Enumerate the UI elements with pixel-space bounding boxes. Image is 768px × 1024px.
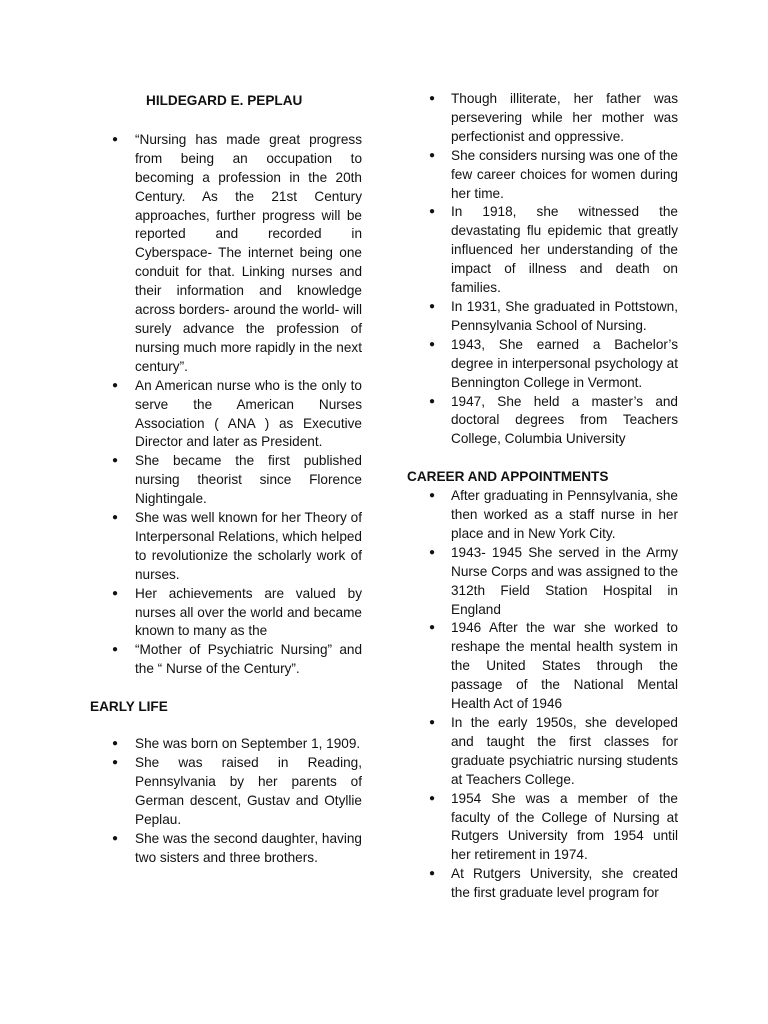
early-life-list (90, 735, 362, 867)
intro-list (90, 131, 362, 679)
early-life-list-continued (407, 90, 678, 449)
list-item: ● An American nurse who is the only to serve the American Nurses Association ( ANA ) as Executive Director and later as President. (90, 377, 362, 453)
list-item: ● In 1918, she witnessed the devastating flu epidemic that greatly influenced her understanding of the impact of illness and death on families. (407, 203, 678, 298)
list-item: ● She was raised in Reading, Pennsylvania by her parents of German descent, Gustav and Otyllie Peplau. (90, 754, 362, 830)
list-item: ● She was the second daughter, having two sisters and three brothers. (90, 830, 362, 868)
list-item: ● In 1931, She graduated in Pottstown, Pennsylvania School of Nursing. (407, 298, 678, 336)
spacer (407, 449, 678, 468)
list-item: ● After graduating in Pennsylvania, she then worked as a staff nurse in her place and in New York City. (407, 487, 678, 544)
career-list (407, 487, 678, 903)
list-item: ● 1947, She held a master’s and doctoral degrees from Teachers College, Columbia University (407, 393, 678, 450)
list-item: ● Though illiterate, her father was persevering while her mother was perfectionist and oppressive. (407, 90, 678, 147)
page-title: HILDEGARD E. PEPLAU (146, 93, 303, 108)
left-column (90, 90, 362, 867)
list-item: ● She considers nursing was one of the few career choices for women during her time. (407, 147, 678, 204)
list-item: ● “Mother of Psychiatric Nursing” and the “ Nurse of the Century”. (90, 641, 362, 679)
right-column (407, 90, 678, 903)
section-heading-career: CAREER AND APPOINTMENTS (407, 469, 609, 485)
spacer (90, 679, 362, 698)
list-item: ● 1954 She was a member of the faculty of the College of Nursing at Rutgers University from 1954 until her retirement in 1974. (407, 790, 678, 866)
list-item: ● She was born on September 1, 1909. (90, 735, 362, 754)
list-item: ● 1946 After the war she worked to reshape the mental health system in the United States through the passage of the National Mental Health Act of 1946 (407, 619, 678, 714)
list-item: ● “Nursing has made great progress from being an occupation to becoming a profession in the 20th Century. As the 21st Century approaches, further progress will be reported and recorded in Cyberspace- The internet being one conduit for that. Linking nurses and their information and knowledge across borders- around the world- will surely advance the profession of nursing much more rapidly in the next century”. (90, 131, 362, 377)
list-item: ● In the early 1950s, she developed and taught the first classes for graduate psychiatric nursing students at Teachers College. (407, 714, 678, 790)
spacer (90, 717, 362, 735)
section-heading-early-life: EARLY LIFE (90, 699, 168, 715)
list-item: ● She was well known for her Theory of Interpersonal Relations, which helped to revolutionize the scholarly work of nurses. (90, 509, 362, 585)
list-item: ● She became the first published nursing theorist since Florence Nightingale. (90, 452, 362, 509)
list-item: ● At Rutgers University, she created the first graduate level program for (407, 865, 678, 903)
list-item: ● 1943- 1945 She served in the Army Nurse Corps and was assigned to the 312th Field Station Hospital in England (407, 544, 678, 620)
list-item: ● Her achievements are valued by nurses all over the world and became known to many as the (90, 585, 362, 642)
list-item: ● 1943, She earned a Bachelor’s degree in interpersonal psychology at Bennington College in Vermont. (407, 336, 678, 393)
